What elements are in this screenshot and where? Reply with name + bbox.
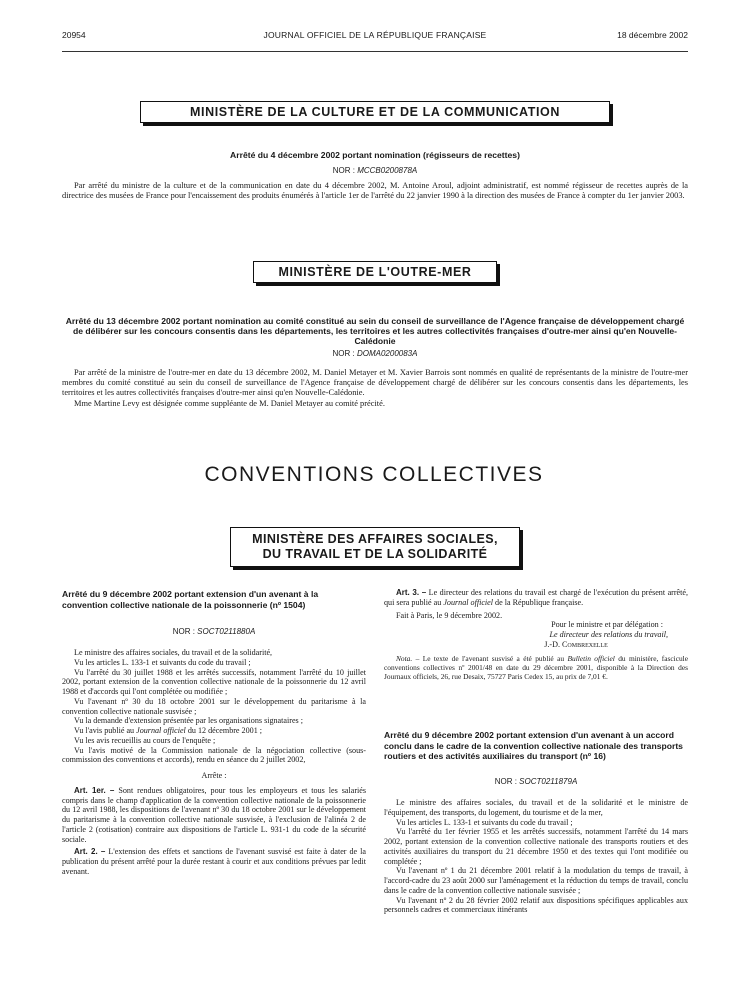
nor-code: MCCB0200878A bbox=[357, 166, 418, 175]
nota: Nota. – Le texte de l'avenant susvisé a été publié au Bulletin officiel du ministère, fascicule conventions collectives nº 2001/48 en date du 29 décembre 2001, disponible à la Direction des Journaux officiels, 26, rue Desaix, 75727 Paris Cedex 15, au prix de 7,01 €. bbox=[384, 653, 689, 681]
signature-name: J.-D. Combrexelle bbox=[544, 639, 608, 649]
conventions-title: CONVENTIONS COLLECTIVES bbox=[204, 463, 544, 486]
signature-line-2: Le directeur des relations du travail, bbox=[549, 630, 668, 639]
paragraph: Vu l'avenant nº 1 du 21 décembre 2001 relatif à la modulation du temps de travail, à l'accord-cadre du 23 août 2000 sur l'aménagement et la réduction du temps de travail, conclu dans le cadre de la convention collective nationale susvisée ; bbox=[384, 866, 688, 895]
issue-date: 18 décembre 2002 bbox=[617, 30, 688, 40]
decree-body-right-2 bbox=[384, 798, 688, 915]
nor-code: SOCT0211879A bbox=[519, 777, 578, 786]
journal-title: JOURNAL OFFICIEL DE LA RÉPUBLIQUE FRANÇAISE bbox=[263, 30, 487, 40]
ministry-box-outremer bbox=[253, 261, 497, 283]
paragraph: Vu l'arrêté du 1er février 1955 et les arrêtés successifs, notamment l'arrêté du 14 mars 2002, portant extension de la convention collective nationale des transports routiers et des activités auxiliaires du transport du 21 décembre 1950 et des textes qui l'ont modifiée ou complétée ; bbox=[384, 827, 688, 866]
paragraph: Par arrêté de la ministre de l'outre-mer en date du 13 décembre 2002, M. Daniel Metayer et M. Xavier Barrois sont nommés en qualité de représentants de la ministre de l'outre-mer membres du comité constitué au sein du conseil de surveillance de l'Agence française de développement chargé de délibérer sur les concours consentis dans les départements, les territoires et les autres collectivités françaises d'outre-mer ainsi qu'en Nouvelle-Calédonie. bbox=[62, 368, 688, 398]
paragraph: Mme Martine Levy est désignée comme suppléante de M. Daniel Metayer au comité précité. bbox=[74, 398, 385, 408]
decree-body-left bbox=[62, 648, 366, 877]
nor-code: DOMA0200083A bbox=[356, 349, 418, 358]
ministry-heading-line1: MINISTÈRE DES AFFAIRES SOCIALES, bbox=[252, 532, 498, 546]
decree-body bbox=[62, 181, 688, 201]
nor-reference bbox=[384, 777, 688, 786]
arrete-label: Arrête : bbox=[201, 771, 227, 780]
nor-label: NOR : bbox=[332, 166, 355, 175]
ministry-box-culture bbox=[140, 101, 610, 123]
nor-label: NOR : bbox=[172, 627, 195, 636]
nor-reference bbox=[62, 166, 688, 175]
paragraph: Vu les avis recueillis au cours de l'enquête ; bbox=[74, 735, 216, 745]
page-number: 20954 bbox=[62, 30, 86, 40]
decree-body bbox=[62, 368, 688, 409]
decree-title: Arrêté du 13 décembre 2002 portant nomination au comité constitué au sein du conseil de surveillance de l'Agence française de développement chargé de délibérer sur les concours consentis dans les départements, les territoires et les autres collectivités françaises d'outre-mer ainsi qu'en Nouvelle-Calédonie bbox=[65, 316, 685, 347]
ministry-box-social bbox=[230, 527, 520, 567]
paragraph: Vu l'avis publié au Journal officiel du 12 décembre 2001 ; bbox=[74, 726, 263, 735]
paragraph: Vu l'avenant nº 2 du 28 février 2002 relatif aux dispositions spécifiques applicables aux personnels cadres et commerciaux itinérants bbox=[384, 895, 688, 915]
paragraph: Vu l'avenant nº 30 du 18 octobre 2001 sur le développement du paritarisme à la convention collective nationale susvisée ; bbox=[62, 696, 366, 716]
nor-label: NOR : bbox=[332, 349, 355, 358]
paragraph: Le ministre des affaires sociales, du travail et de la solidarité, bbox=[74, 648, 273, 657]
paragraph: Vu les articles L. 133-1 et suivants du code du travail ; bbox=[396, 817, 573, 827]
paragraph: Vu l'avis motivé de la Commission nationale de la négociation collective (sous-commission des conventions et accords), rendu en séance du 2 juillet 2002, bbox=[62, 745, 366, 765]
paragraph: Par arrêté du ministre de la culture et de la communication en date du 4 décembre 2002, M. Antoine Aroul, adjoint administratif, est nommé régisseur de recettes auprès de la directrice des musées de France pour l'encaissement des produits énumérés à l'article 1er de l'arrêté du 22 janvier 1990 à la direction des musées de France à compter du 1er janvier 2003. bbox=[62, 181, 688, 201]
decree-title-right: Arrêté du 9 décembre 2002 portant extension d'un avenant à un accord conclu dans le cadre de la convention collective nationale des transports routiers et des activités auxiliaires du transport (nº 16) bbox=[384, 730, 683, 761]
decree-body-right bbox=[384, 588, 688, 681]
paragraph: Le ministre des affaires sociales, du travail et de la solidarité et le ministre de l'équipement, des transports, du logement, du tourisme et de la mer, bbox=[384, 798, 688, 817]
nor-reference bbox=[62, 627, 366, 636]
fait-a-paris: Fait à Paris, le 9 décembre 2002. bbox=[396, 610, 503, 620]
article-2: Art. 2. – L'extension des effets et sanctions de l'avenant susvisé est faite à dater de la publication du présent arrêté pour la durée restant à courir et aux conditions prévues par ledit avenant. bbox=[62, 847, 367, 876]
ministry-heading-line2: DU TRAVAIL ET DE LA SOLIDARITÉ bbox=[262, 547, 488, 561]
article-1: Art. 1er. – Sont rendues obligatoires, pour tous les employeurs et tous les salariés compris dans le champ d'application de la convention collective nationale de la poissonnerie du 12 avril 1988, les dispositions de l'avenant nº 30 du 18 octobre 2001 sur le développement du paritarisme à la convention collective nationale susvisée, à l'exclusion de l'alinéa 2 de l'article 2 (cotisation) contraire aux dispositions de l'article L. 931-1 du code de la sécurité sociale. bbox=[62, 785, 367, 844]
nor-label: NOR : bbox=[494, 777, 517, 786]
ministry-heading: MINISTÈRE DE L'OUTRE-MER bbox=[253, 261, 497, 283]
header-rule bbox=[62, 51, 688, 52]
decree-title-left: Arrêté du 9 décembre 2002 portant extension d'un avenant à la convention collective nationale de la poissonnerie (nº 1504) bbox=[62, 589, 319, 610]
paragraph: Vu la demande d'extension présentée par les organisations signataires ; bbox=[74, 716, 303, 726]
nor-reference bbox=[62, 349, 688, 358]
ministry-heading: MINISTÈRE DE LA CULTURE ET DE LA COMMUNICATION bbox=[140, 101, 610, 123]
article-3: Art. 3. – Le directeur des relations du travail est chargé de l'exécution du présent arrêté, qui sera publié au Journal officiel de la République française. bbox=[384, 588, 689, 607]
signature-line-1: Pour le ministre et par délégation : bbox=[551, 620, 663, 630]
paragraph: Vu les articles L. 133-1 et suivants du code du travail ; bbox=[74, 657, 251, 667]
decree-title: Arrêté du 4 décembre 2002 portant nomination (régisseurs de recettes) bbox=[230, 150, 520, 160]
nor-code: SOCT0211880A bbox=[197, 627, 256, 636]
paragraph: Vu l'arrêté du 30 juillet 1988 et les arrêtés successifs, notamment l'arrêté du 10 juillet 2002, portant extension de la convention collective nationale de la poissonnerie du 12 avril 1988 et d'accords qui l'ont complétée ou modifiée ; bbox=[62, 667, 366, 696]
